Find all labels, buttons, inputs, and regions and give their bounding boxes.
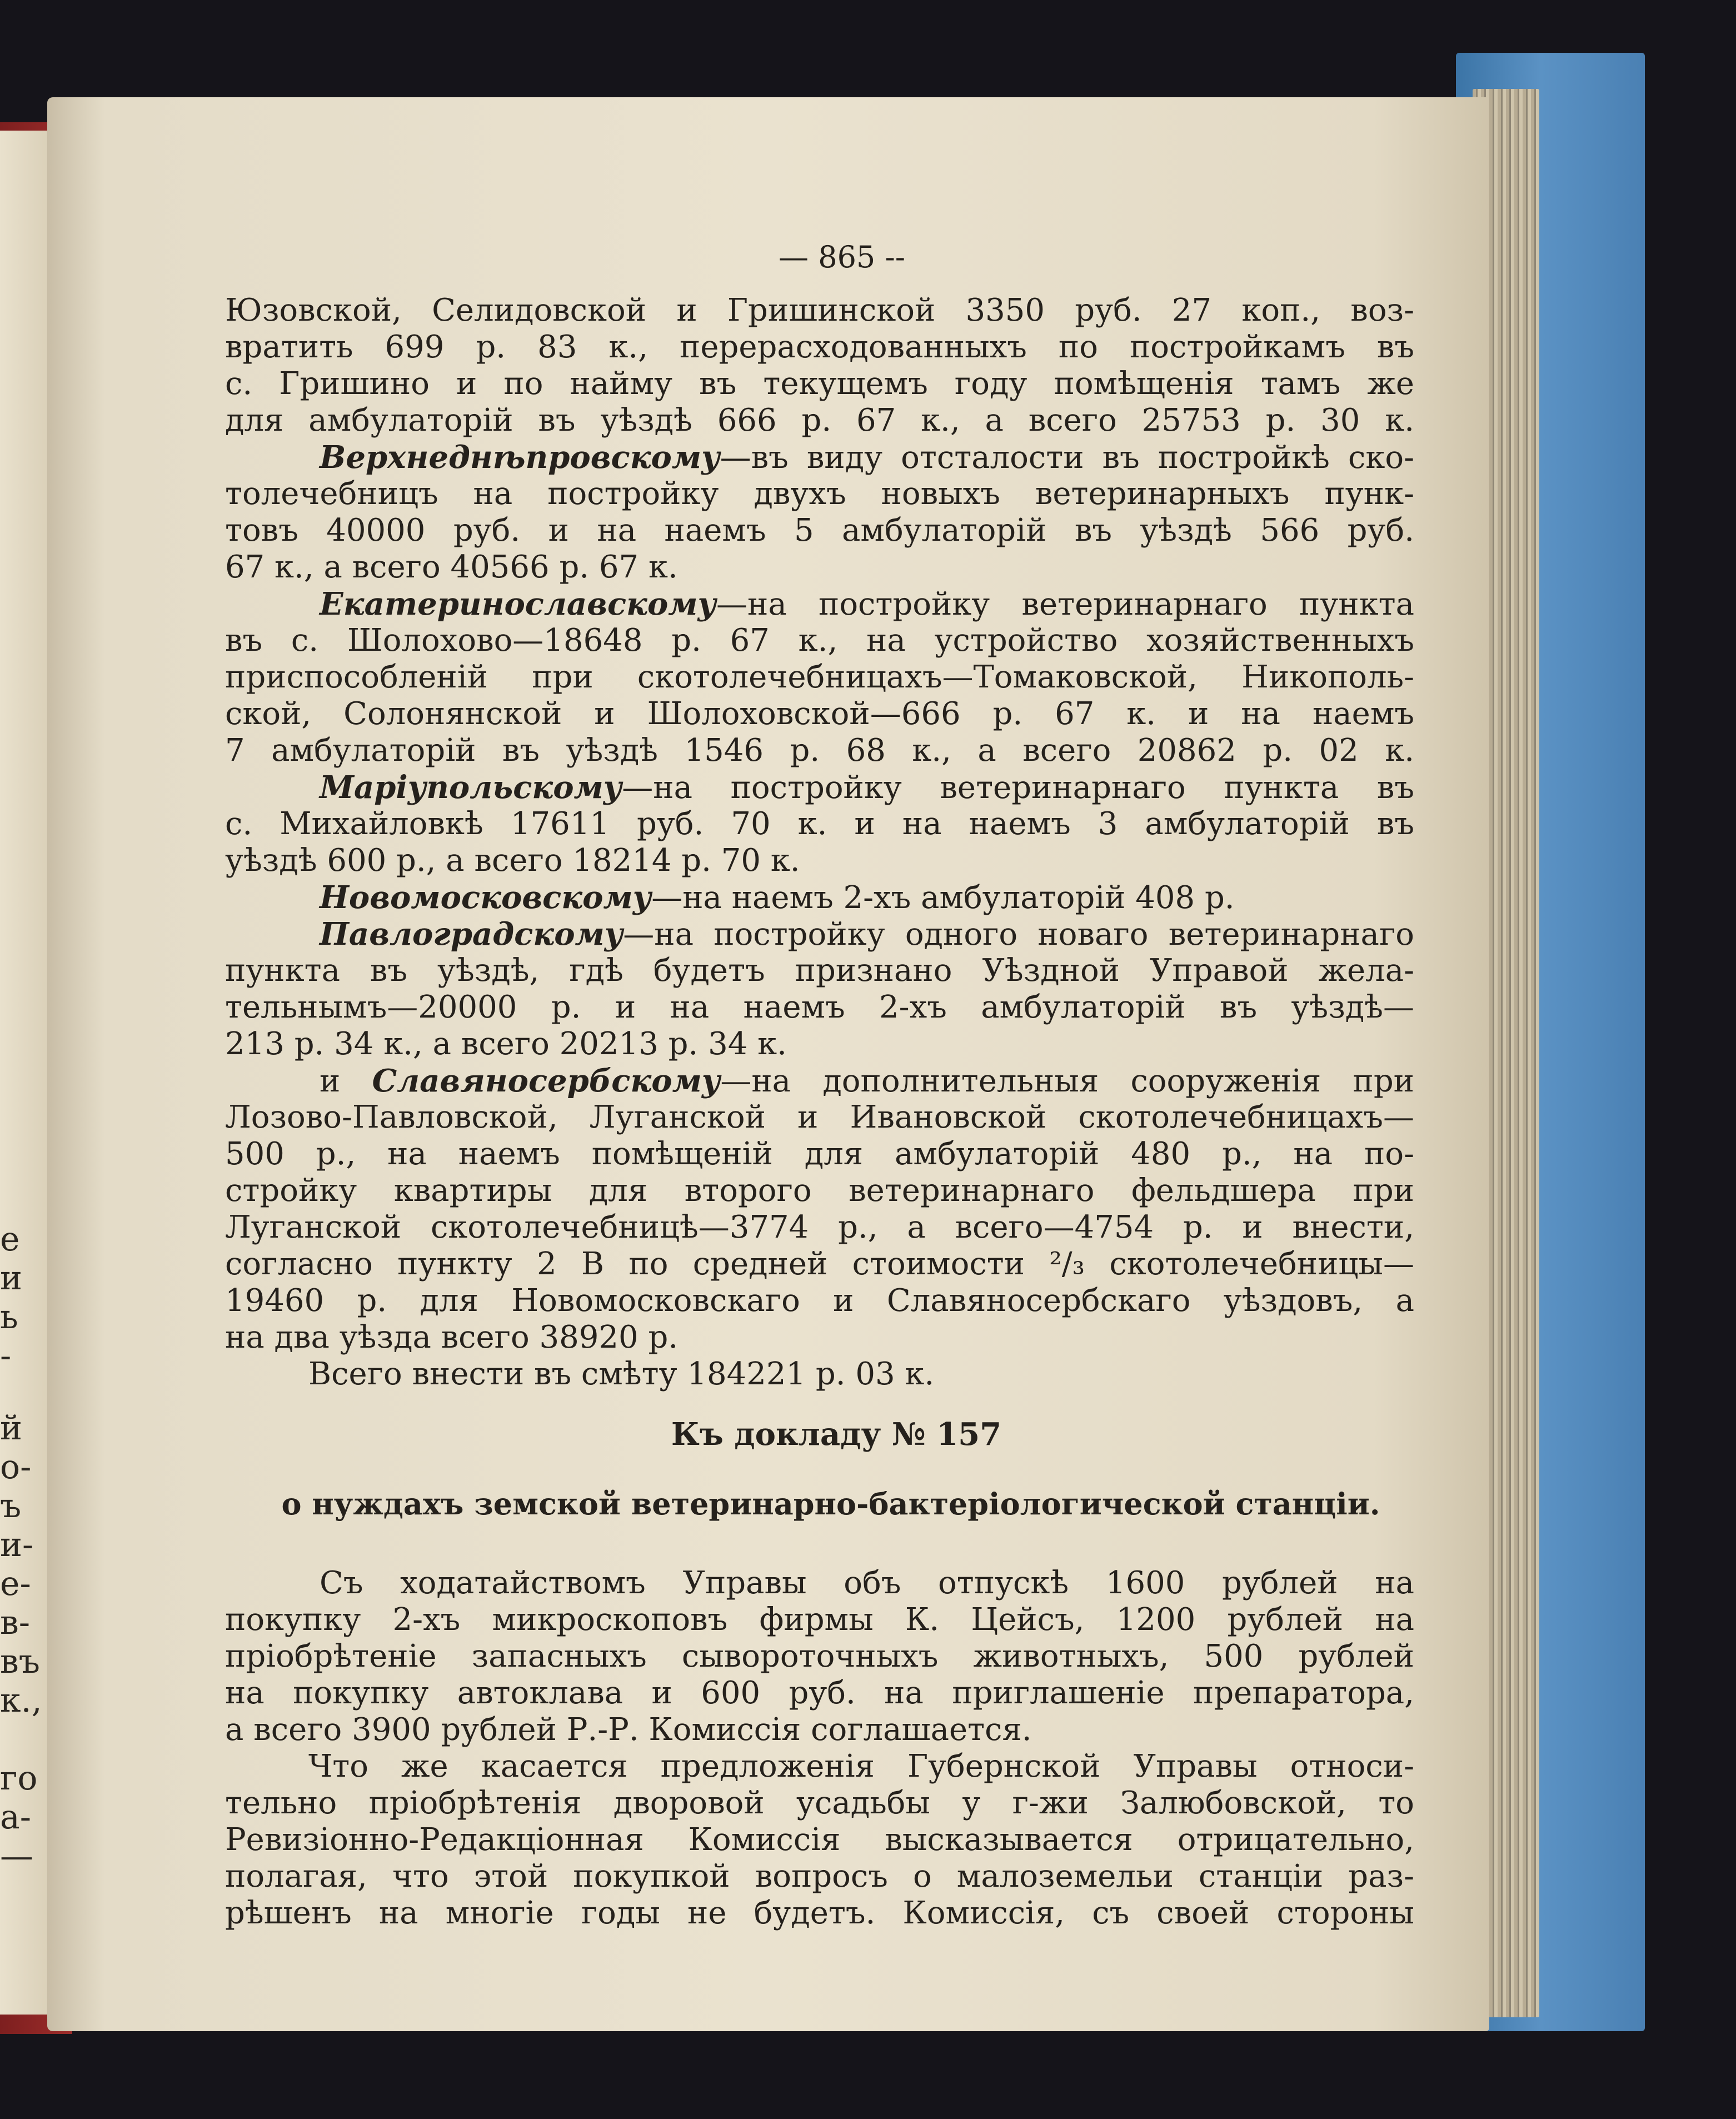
text-line: ской, Солонянской и Шолоховской—666 р. 67 к. и на наемъ xyxy=(225,696,1414,732)
text-line: Луганской скотолечебницѣ—3774 р., а всего—4754 р. и внести, xyxy=(225,1209,1414,1245)
prev-page-fragment: го xyxy=(0,1759,38,1798)
district-name: Маріупольскому xyxy=(320,769,622,806)
paragraph xyxy=(225,439,1414,586)
text-line: Ревизіонно-Редакціонная Комиссія высказывается отрицательно, xyxy=(225,1822,1414,1858)
text-line: на покупку автоклава и 600 руб. на приглашеніе препаратора, xyxy=(225,1675,1414,1711)
prev-page-fragment: въ xyxy=(0,1642,40,1681)
paragraph xyxy=(225,1565,1414,1748)
text-line: покупку 2-хъ микроскоповъ фирмы К. Цейсъ, 1200 рублей на xyxy=(225,1602,1414,1638)
prev-page-fragment: ь xyxy=(0,1298,18,1337)
prev-page-fragment: о- xyxy=(0,1448,32,1487)
text-line: а всего 3900 рублей Р.-Р. Комиссія соглашается. xyxy=(225,1712,1032,1748)
prev-page-fragment: е- xyxy=(0,1564,31,1603)
text-line: согласно пункту 2 В по средней стоимости ²/₃ скотолечебницы— xyxy=(225,1246,1414,1282)
text-line: Новомосковскому—на наемъ 2-хъ амбулаторій 408 р. xyxy=(320,879,1235,916)
text-line: вратить 699 р. 83 к., перерасходованныхъ по постройкамъ въ xyxy=(225,329,1414,365)
text-line: для амбулаторій въ уѣздѣ 666 р. 67 к., а всего 25753 р. 30 к. xyxy=(225,402,1414,438)
section-subheading: о нуждахъ земской ветеринарно-бактеріологической станціи. xyxy=(281,1486,1380,1522)
text-line: с. Гришино и по найму въ текущемъ году помѣщенія тамъ же xyxy=(225,366,1414,402)
prev-page-fragment: а- xyxy=(0,1798,32,1837)
text-line: тельно пріобрѣтенія дворовой усадьбы у г-жи Залюбовской, то xyxy=(225,1785,1414,1821)
text-line: и Славяносербскому—на дополнительныя сооруженія при xyxy=(320,1063,1414,1099)
text-line: Маріупольскому—на постройку ветеринарнаго пункта въ xyxy=(320,769,1414,806)
text-line: Съ ходатайствомъ Управы объ отпускѣ 1600 рублей на xyxy=(320,1565,1414,1601)
text-line: 19460 р. для Новомосковскаго и Славяносербскаго уѣздовъ, а xyxy=(225,1283,1414,1319)
prev-page-fragment: и xyxy=(0,1259,22,1298)
text-line: 213 р. 34 к., а всего 20213 р. 34 к. xyxy=(225,1026,787,1062)
prev-page-fragment: — xyxy=(0,1837,33,1876)
paragraph xyxy=(225,292,1414,439)
district-name: Новомосковскому xyxy=(320,879,652,916)
district-name: Екатеринославскому xyxy=(320,586,717,622)
total-line: Всего внести въ смѣту 184221 р. 03 к. xyxy=(308,1356,935,1392)
paragraph xyxy=(225,769,1414,879)
page-number: — 865 -- xyxy=(779,240,905,275)
text-line: Павлоградскому—на постройку одного новаго ветеринарнаго xyxy=(320,916,1414,953)
text-line: толечебницъ на постройку двухъ новыхъ ветеринарныхъ пунк- xyxy=(225,476,1414,512)
prev-page-fragment: к., xyxy=(0,1681,42,1720)
section-heading: Къ докладу № 157 xyxy=(671,1416,1002,1453)
text-line: 7 амбулаторій въ уѣздѣ 1546 р. 68 к., а всего 20862 р. 02 к. xyxy=(225,732,1414,769)
text-line: полагая, что этой покупкой вопросъ о малоземельи станціи раз- xyxy=(225,1858,1414,1894)
prev-page-fragment: в- xyxy=(0,1603,31,1642)
text-line: Верхнеднѣпровскому—въ виду отсталости въ постройкѣ ско- xyxy=(320,439,1414,476)
district-name: Верхнеднѣпровскому xyxy=(320,439,720,476)
page-text xyxy=(225,239,1414,1932)
text-line: 67 к., а всего 40566 р. 67 к. xyxy=(225,549,678,585)
prev-page-fragment: ъ xyxy=(0,1487,22,1525)
prev-page-fragment: - xyxy=(0,1337,12,1375)
text-line: Лозово-Павловской, Луганской и Ивановской скотолечебницахъ— xyxy=(225,1099,1414,1135)
prev-page-fragment: е xyxy=(0,1220,20,1259)
prev-page-fragment: й xyxy=(0,1409,22,1448)
text-line: Екатеринославскому—на постройку ветеринарнаго пункта xyxy=(320,586,1414,622)
text-line: тельнымъ—20000 р. и на наемъ 2-хъ амбулаторій въ уѣздѣ— xyxy=(225,989,1414,1025)
text-line: пункта въ уѣздѣ, гдѣ будетъ признано Уѣздной Управой жела- xyxy=(225,953,1414,989)
text-line: 500 р., на наемъ помѣщеній для амбулаторій 480 р., на по- xyxy=(225,1136,1414,1172)
text-line: на два уѣзда всего 38920 р. xyxy=(225,1319,679,1355)
paragraph xyxy=(225,586,1414,769)
text-line: пріобрѣтеніе запасныхъ сывороточныхъ животныхъ, 500 рублей xyxy=(225,1638,1414,1674)
text-line: с. Михайловкѣ 17611 руб. 70 к. и на наемъ 3 амбулаторій въ xyxy=(225,806,1414,842)
district-name: Павлоградскому xyxy=(320,916,623,953)
text-line: приспособленій при скотолечебницахъ—Томаковской, Никополь- xyxy=(225,659,1414,695)
text-line: уѣздѣ 600 р., а всего 18214 р. 70 к. xyxy=(225,842,800,879)
paragraph xyxy=(225,1063,1414,1356)
text-line: въ с. Шолохово—18648 р. 67 к., на устройство хозяйственныхъ xyxy=(225,622,1414,659)
book-page xyxy=(47,97,1489,2031)
text-line: стройку квартиры для второго ветеринарнаго фельдшера при xyxy=(225,1173,1414,1209)
prev-page-fragment: и- xyxy=(0,1525,34,1564)
text-line: Юзовской, Селидовской и Гришинской 3350 руб. 27 коп., воз- xyxy=(225,292,1414,328)
text-line: товъ 40000 руб. и на наемъ 5 амбулаторій въ уѣздѣ 566 руб. xyxy=(225,512,1414,549)
paragraph xyxy=(225,916,1414,1063)
paragraph xyxy=(225,879,1414,916)
district-name: Славяносербскому xyxy=(372,1063,721,1099)
text-line: рѣшенъ на многіе годы не будетъ. Комиссія, съ своей стороны xyxy=(225,1895,1414,1931)
text-line: Что же касается предложенія Губернской Управы относи- xyxy=(308,1748,1414,1784)
paragraph xyxy=(225,1748,1414,1932)
